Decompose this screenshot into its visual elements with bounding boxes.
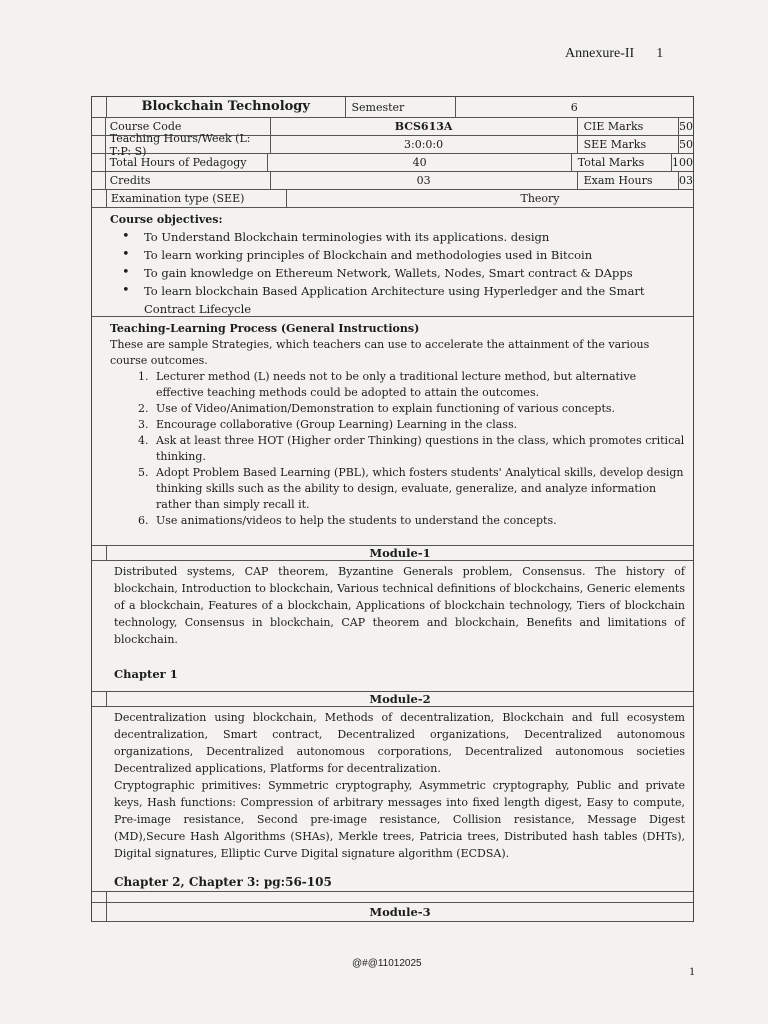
semester-label: Semester <box>346 97 456 117</box>
module-chapter: Chapter 2, Chapter 3: pg:56-105 <box>114 875 332 889</box>
annexure-label: Annexure-II <box>565 46 635 61</box>
list-item: 1. Lecturer method (L) needs not to be only a traditional lecture method, but alternative effective teaching methods could be adopted to attain the outcomes. <box>152 369 685 401</box>
module-description-2: Cryptographic primitives: Symmetric cryptography, Asymmetric cryptography, Public and private keys, Hash functions: Compression of arbitrary messages into fixed length digest, Easy to compute, Pre-image resistance, Second pre-image resistance, Collision resistance, Message Digest (MD),Secure Hash Algorithms (SHAs), Merkle trees, Patricia trees, Distributed hash tables (DHTs), Digital signatures, Elliptic Curve Digital signature algorithm (ECDSA). <box>114 779 685 860</box>
row-label: Teaching Hours/Week (L: T:P: S) <box>106 136 271 153</box>
exam-type-value: Theory <box>520 192 560 205</box>
module-3-header <box>92 903 693 922</box>
course-title: Blockchain Technology <box>107 97 346 117</box>
objectives-heading: Course objectives: <box>110 213 223 226</box>
teaching-learning-process <box>92 317 693 546</box>
course-table <box>91 96 694 922</box>
row-label: Credits <box>106 172 271 189</box>
table-row <box>92 172 693 190</box>
objectives-list <box>110 228 685 318</box>
module-title: Module-2 <box>369 692 431 706</box>
module-1-header <box>92 546 693 561</box>
list-item: 4. Ask at least three HOT (Higher order Thinking) questions in the class, which promotes critical thinking. <box>152 433 685 465</box>
module-1-body <box>92 561 693 692</box>
module-2-header <box>92 692 693 707</box>
row-label: Course Code <box>106 118 271 135</box>
title-row <box>92 96 693 118</box>
footer-page-number: 1 <box>689 964 695 978</box>
row-right-label: Exam Hours <box>578 172 679 189</box>
table-row <box>92 154 693 172</box>
row-right-label: SEE Marks <box>578 136 679 153</box>
list-item: • To learn working principles of Blockchain and methodologies used in Bitcoin <box>144 246 685 264</box>
tlp-intro: These are sample Strategies, which teachers can use to accelerate the attainment of the various course outcomes. <box>110 338 650 367</box>
footer-id: @#@11012025 <box>352 958 422 969</box>
row-value: BCS613A <box>271 118 578 135</box>
row-label: Total Hours of Pedagogy <box>106 154 269 171</box>
tlp-heading: Teaching-Learning Process (General Instructions) <box>110 322 420 335</box>
course-objectives <box>92 208 693 317</box>
module-2-body <box>92 707 693 892</box>
module-chapter: Chapter 1 <box>114 667 178 681</box>
list-item: 6. Use animations/videos to help the students to understand the concepts. <box>152 513 685 529</box>
row-right-label: CIE Marks <box>578 118 679 135</box>
row-right-value: 03 <box>679 174 693 187</box>
annexure-header <box>565 46 663 62</box>
list-item: 3. Encourage collaborative (Group Learning) Learning in the class. <box>152 417 685 433</box>
table-row <box>92 131 693 158</box>
row-right-label: Total Marks <box>572 154 672 171</box>
exam-type-row <box>92 190 693 208</box>
course-document <box>91 96 694 922</box>
list-item: • To gain knowledge on Ethereum Network, Wallets, Nodes, Smart contract & DApps <box>144 264 685 282</box>
module-title: Module-1 <box>369 546 431 560</box>
list-item: 2. Use of Video/Animation/Demonstration to explain functioning of various concepts. <box>152 401 685 417</box>
tlp-list <box>110 369 685 529</box>
row-value: 03 <box>271 172 578 189</box>
exam-type-label: Examination type (SEE) <box>107 190 287 207</box>
list-item: 5. Adopt Problem Based Learning (PBL), which fosters students' Analytical skills, develop design thinking skills such as the ability to design, evaluate, generalize, and analyze information rather than simply recall it. <box>152 465 685 513</box>
row-right-value: 50 <box>679 138 693 151</box>
module-description: Distributed systems, CAP theorem, Byzantine Generals problem, Consensus. The history of blockchain, Introduction to blockchain, Various technical definitions of blockchains, Generic elements of a blockchain, Features of a blockchain, Applications of blockchain technology, Tiers of blockchain technology, Consensus in blockchain, CAP theorem and blockchain, Benefits and limitations of blockchain. <box>114 565 685 646</box>
module-title: Module-3 <box>369 905 431 919</box>
module-spacer <box>92 892 693 903</box>
row-right-value: 50 <box>679 120 693 133</box>
row-right-value: 100 <box>672 156 693 169</box>
list-item: • To learn blockchain Based Application Architecture using Hyperledger and the Smart Contract Lifecycle <box>144 282 685 318</box>
module-description: Decentralization using blockchain, Methods of decentralization, Blockchain and full ecosystem decentralization, Smart contract, Decentralized organizations, Decentralized autonomous organizations, Decentralized autonomous corporations, Decentralized autonomous societies Decentralized applications, Platforms for decentralization. <box>114 711 685 775</box>
semester-value: 6 <box>570 100 578 114</box>
header-page-number: 1 <box>656 46 664 61</box>
row-value: 3:0:0:0 <box>271 136 578 153</box>
row-value: 40 <box>268 154 571 171</box>
list-item: • To Understand Blockchain terminologies with its applications. design <box>144 228 685 246</box>
